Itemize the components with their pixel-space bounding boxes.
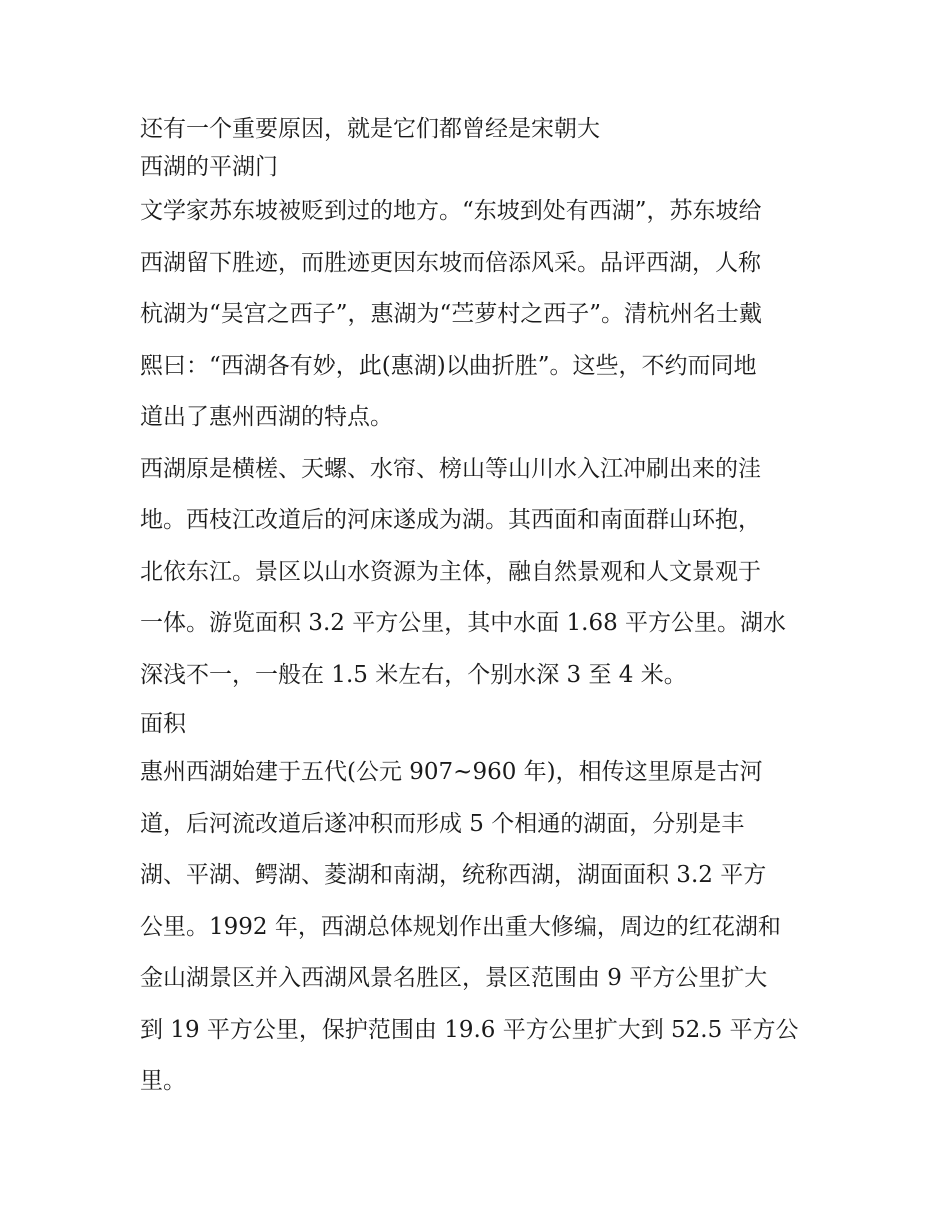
paragraph-line: 北依东江。景区以山水资源为主体，融自然景观和人文景观于 — [140, 558, 761, 585]
paragraph-line: 道，后河流改道后遂冲积而形成 5 个相通的湖面，分别是丰 — [140, 810, 745, 837]
section-heading: 面积 — [140, 711, 186, 737]
paragraph-line: 里。 — [140, 1068, 186, 1094]
paragraph-3 — [140, 747, 820, 1108]
paragraph-1 — [140, 186, 820, 444]
paragraph-line: 杭湖为“吴宫之西子”，惠湖为“苎萝村之西子”。清杭州名士戴 — [140, 301, 763, 327]
image-caption: 西湖的平湖门 — [140, 154, 278, 180]
paragraph-line: 湖、平湖、鳄湖、菱湖和南湖，统称西湖，湖面面积 3.2 平方 — [140, 862, 767, 888]
paragraph-line: 深浅不一，一般在 1.5 米左右，个别水深 3 至 4 米。 — [140, 661, 687, 688]
paragraph-line: 西湖留下胜迹，而胜迹更因东坡而倍添风采。品评西湖，人称 — [140, 249, 761, 276]
paragraph-line: 一体。游览面积 3.2 平方公里，其中水面 1.68 平方公里。湖水 — [140, 610, 787, 636]
document-body — [140, 110, 820, 1108]
paragraph-line: 到 19 平方公里，保护范围由 19.6 平方公里扩大到 52.5 平方公 — [140, 1016, 799, 1043]
paragraph-line: 熙曰：“西湖各有妙，此(惠湖)以曲折胜”。这些，不约而同地 — [140, 352, 757, 379]
paragraph-line: 道出了惠州西湖的特点。 — [140, 404, 393, 430]
paragraph-line: 惠州西湖始建于五代(公元 907~960 年)，相传这里原是古河 — [140, 759, 763, 785]
paragraph-line: 文学家苏东坡被贬到过的地方。“东坡到处有西湖”，苏东坡给 — [140, 198, 762, 224]
paragraph-line: 金山湖景区并入西湖风景名胜区，景区范围由 9 平方公里扩大 — [140, 965, 768, 991]
paragraph-line: 西湖原是横槎、天螺、水帘、榜山等山川水入江冲刷出来的洼 — [140, 455, 761, 482]
paragraph-line: 公里。1992 年，西湖总体规划作出重大修编，周边的红花湖和 — [140, 913, 781, 940]
intro-line: 还有一个重要原因，就是它们都曾经是宋朝大 — [140, 116, 600, 142]
paragraph-line: 地。西枝江改道后的河床遂成为湖。其西面和南面群山环抱， — [140, 507, 761, 533]
paragraph-2 — [140, 444, 820, 702]
